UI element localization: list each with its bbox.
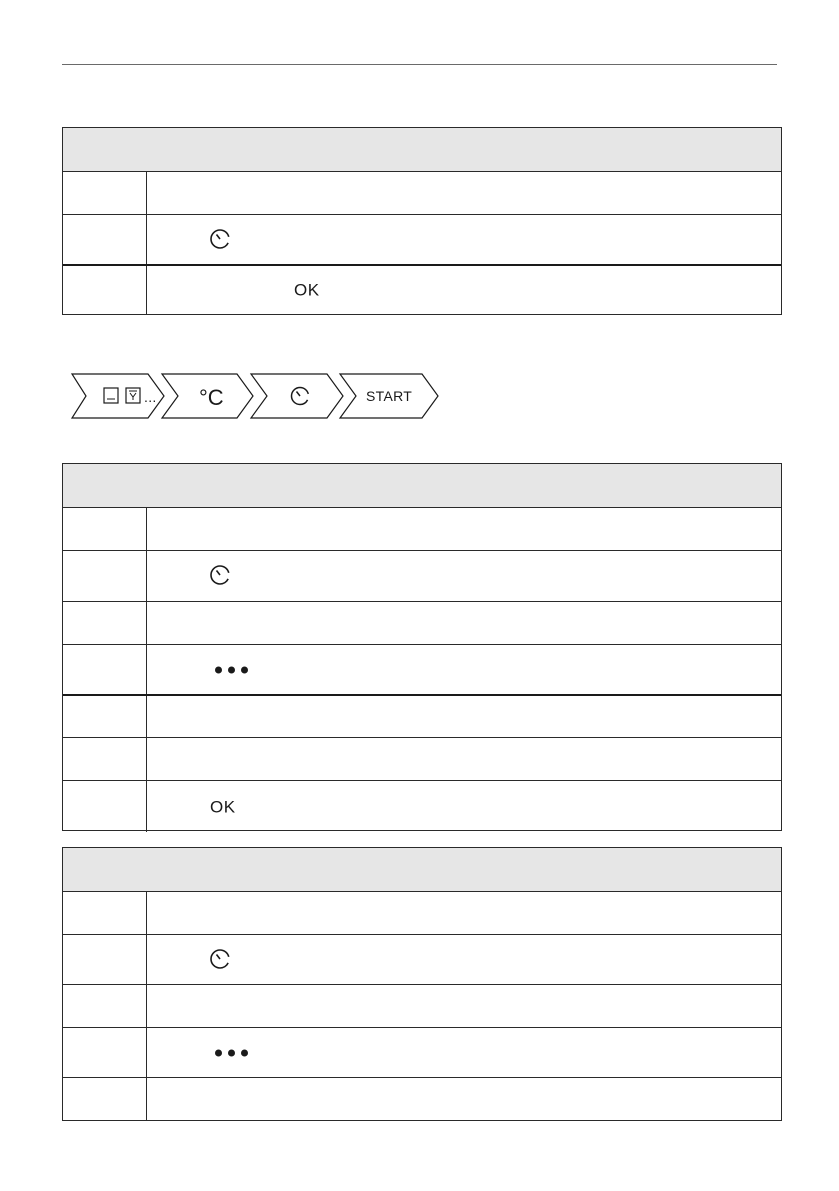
start-step: [340, 374, 438, 418]
step-text-cell: [148, 645, 781, 694]
step-number-cell: [63, 985, 147, 1027]
table-row: [63, 780, 781, 832]
procedure-table-1: [62, 127, 782, 315]
table-row: [63, 644, 781, 694]
step-number-cell: [63, 781, 147, 832]
table-row: [63, 934, 781, 984]
step-text-cell: [148, 508, 781, 550]
procedure-table-2: [62, 463, 782, 831]
timer-icon: [208, 946, 232, 974]
table-row: [63, 1027, 781, 1077]
step-number-cell: [63, 215, 147, 264]
ok-symbol: OK: [294, 280, 320, 300]
header-rule: [62, 64, 777, 65]
table-row: [63, 264, 781, 314]
step-number-cell: [63, 266, 147, 314]
operation-sequence-strip: [71, 372, 441, 420]
table-row: [63, 171, 781, 214]
start-label: START: [366, 388, 413, 404]
more-functions-ellipsis: ...: [144, 389, 157, 405]
step-number-cell: [63, 645, 147, 694]
table-header: [63, 128, 781, 171]
step-text-cell: [148, 935, 781, 984]
step-number-cell: [63, 935, 147, 984]
temperature-step: [162, 374, 253, 418]
table-row: [63, 891, 781, 934]
step-text-cell: [148, 551, 781, 601]
step-number-cell: [63, 602, 147, 644]
step-number-cell: [63, 738, 147, 780]
step-text-cell: [148, 738, 781, 780]
procedure-table-3: [62, 847, 782, 1121]
table-row: [63, 984, 781, 1027]
timer-icon: [208, 562, 232, 590]
temperature-symbol: °C: [199, 385, 224, 410]
step-text-cell: [148, 602, 781, 644]
step-text-cell: [148, 781, 781, 832]
timer-icon: [208, 226, 232, 254]
table-row: [63, 550, 781, 601]
table-header: [63, 464, 781, 507]
step-number-cell: [63, 172, 147, 214]
table-row: [63, 737, 781, 780]
step-number-cell: [63, 508, 147, 550]
table-row: [63, 601, 781, 644]
table-header: [63, 848, 781, 891]
step-number-cell: [63, 1078, 147, 1120]
table-row: [63, 507, 781, 550]
step-number-cell: [63, 696, 147, 737]
table-row: [63, 694, 781, 737]
step-text-cell: [148, 892, 781, 934]
table-row: [63, 1077, 781, 1120]
heating-function-step: [72, 374, 164, 418]
step-text-cell: [148, 1078, 781, 1120]
step-number-cell: [63, 892, 147, 934]
step-number-cell: [63, 1028, 147, 1077]
step-text-cell: [148, 172, 781, 214]
three-dots-icon: [215, 666, 248, 673]
step-text-cell: [148, 215, 781, 264]
timer-step: [251, 374, 343, 418]
ok-symbol: OK: [210, 797, 236, 816]
step-number-cell: [63, 551, 147, 601]
three-dots-icon: [215, 1049, 248, 1056]
table-row: [63, 214, 781, 264]
step-text-cell: [148, 696, 781, 737]
step-text-cell: [148, 266, 781, 314]
step-text-cell: [148, 985, 781, 1027]
step-text-cell: [148, 1028, 781, 1077]
